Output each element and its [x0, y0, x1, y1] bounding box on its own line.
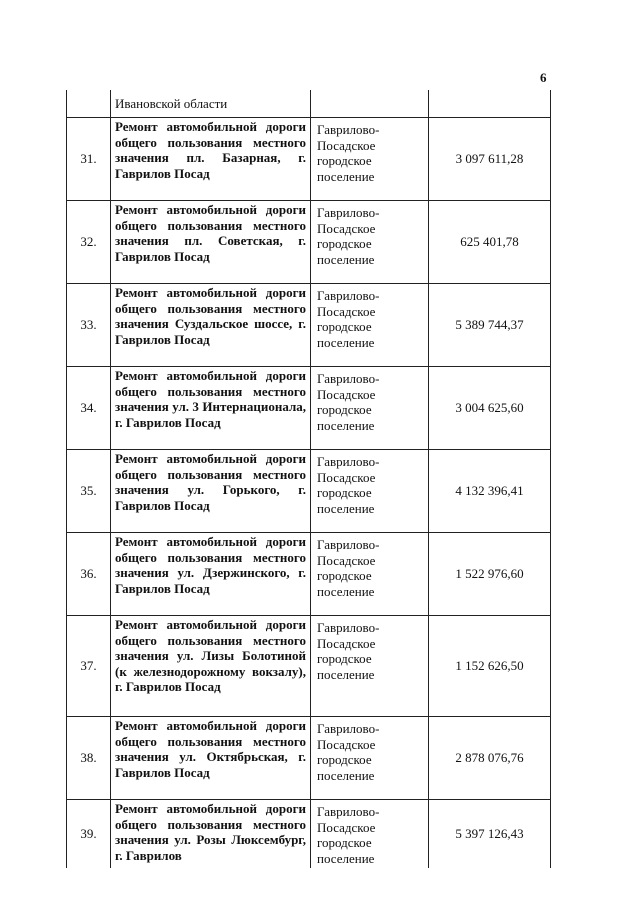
cell-empty: [311, 90, 429, 118]
row-owner: Гаврилово-Посадское городское поселение: [311, 284, 429, 367]
row-amount: 5 389 744,37: [429, 284, 551, 367]
cell-empty: [429, 90, 551, 118]
table-row: [67, 367, 551, 450]
table-row: [67, 717, 551, 800]
cell-empty: [67, 90, 111, 118]
table-row: [67, 450, 551, 533]
row-description: Ремонт автомобильной дороги общего пользования местного значения ул. Лизы Болотиной (к железнодорожному вокзалу), г. Гаврилов Посад: [111, 616, 311, 717]
row-number: 31.: [67, 118, 111, 201]
row-number: 35.: [67, 450, 111, 533]
row-description: Ремонт автомобильной дороги общего пользования местного значения пл. Базарная, г. Гаврилов Посад: [111, 118, 311, 201]
table-row: [67, 800, 551, 869]
row-amount: 4 132 396,41: [429, 450, 551, 533]
row-number: 33.: [67, 284, 111, 367]
row-number: 39.: [67, 800, 111, 869]
row-number: 36.: [67, 533, 111, 616]
table-row: [67, 201, 551, 284]
continuation-text: Ивановской области: [111, 90, 311, 118]
row-number: 32.: [67, 201, 111, 284]
table-continuation-row: [67, 90, 551, 118]
row-owner: Гаврилово-Посадское городское поселение: [311, 717, 429, 800]
row-amount: 3 004 625,60: [429, 367, 551, 450]
table-row: [67, 616, 551, 717]
table-row: [67, 284, 551, 367]
row-description: Ремонт автомобильной дороги общего пользования местного значения пл. Советская, г. Гаврилов Посад: [111, 201, 311, 284]
row-owner: Гаврилово-Посадское городское поселение: [311, 450, 429, 533]
row-owner: Гаврилово-Посадское городское поселение: [311, 201, 429, 284]
row-amount: 625 401,78: [429, 201, 551, 284]
row-amount: 1 152 626,50: [429, 616, 551, 717]
row-amount: 5 397 126,43: [429, 800, 551, 869]
row-owner: Гаврилово-Посадское городское поселение: [311, 367, 429, 450]
row-number: 37.: [67, 616, 111, 717]
row-amount: 2 878 076,76: [429, 717, 551, 800]
row-description: Ремонт автомобильной дороги общего пользования местного значения ул. Горького, г. Гаврилов Посад: [111, 450, 311, 533]
row-number: 38.: [67, 717, 111, 800]
row-number: 34.: [67, 367, 111, 450]
table-row: [67, 533, 551, 616]
row-amount: 1 522 976,60: [429, 533, 551, 616]
table-row: [67, 118, 551, 201]
row-description: Ремонт автомобильной дороги общего пользования местного значения ул. Розы Люксембург, г. Гаврилов: [111, 800, 311, 869]
row-description: Ремонт автомобильной дороги общего пользования местного значения Суздальское шоссе, г. Гаврилов Посад: [111, 284, 311, 367]
row-owner: Гаврилово-Посадское городское поселение: [311, 616, 429, 717]
road-repair-table: [66, 90, 551, 868]
row-description: Ремонт автомобильной дороги общего пользования местного значения ул. 3 Интернационала, г. Гаврилов Посад: [111, 367, 311, 450]
row-description: Ремонт автомобильной дороги общего пользования местного значения ул. Октябрьская, г. Гаврилов Посад: [111, 717, 311, 800]
row-owner: Гаврилово-Посадское городское поселение: [311, 533, 429, 616]
row-owner: Гаврилово-Посадское городское поселение: [311, 118, 429, 201]
row-amount: 3 097 611,28: [429, 118, 551, 201]
page-number: 6: [540, 70, 547, 85]
row-description: Ремонт автомобильной дороги общего пользования местного значения ул. Дзержинского, г. Гаврилов Посад: [111, 533, 311, 616]
row-owner: Гаврилово-Посадское городское поселение: [311, 800, 429, 869]
